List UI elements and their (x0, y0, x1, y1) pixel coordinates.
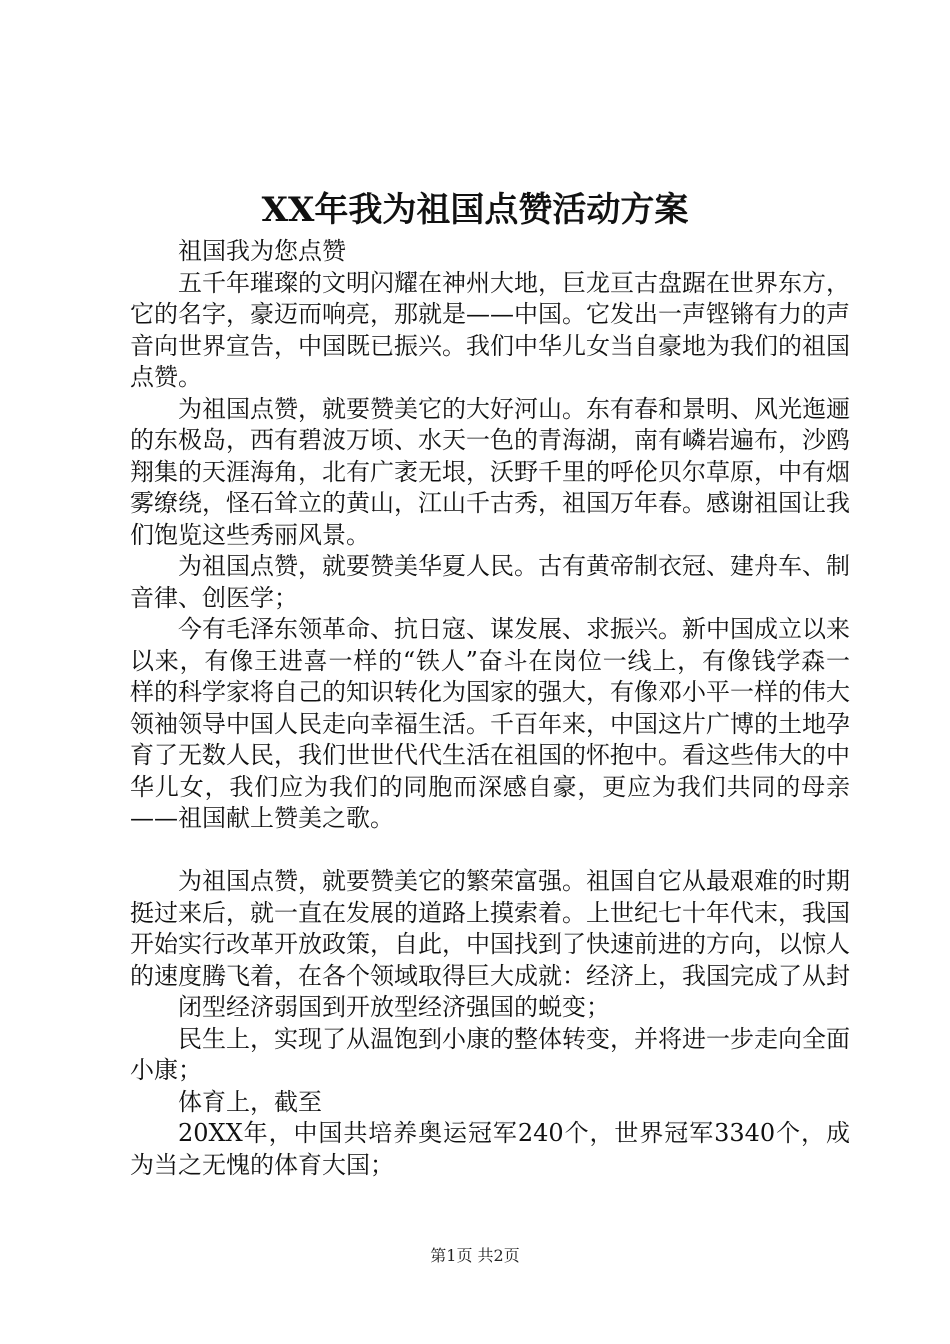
paragraph: 闭型经济弱国到开放型经济强国的蜕变； (178, 993, 610, 1021)
paragraph: 今有毛泽东领革命、抗日寇、谋发展、求振兴。新中国成立以来以来，有像王进喜一样的“铁人”奋斗在岗位一线上，有像钱学森一样的科学家将自己的知识转化为国家的强大，有像邓小平一样的伟大领袖领导中国人民走向幸福生活。千百年来，中国这片广博的土地孕育了无数人民，我们世世代代生活在祖国的怀抱中。看这些伟大的中华儿女，我们应为我们的同胞而深感自豪，更应为我们共同的母亲——祖国献上赞美之歌。 (130, 615, 850, 832)
paragraph: 五千年璀璨的文明闪耀在神州大地，巨龙亘古盘踞在世界东方，它的名字，豪迈而响亮，那就是——中国。它发出一声铿锵有力的声音向世界宣告，中国既已振兴。我们中华儿女当自豪地为我们的祖国点赞。 (130, 268, 850, 391)
paragraph: 为祖国点赞，就要赞美它的繁荣富强。祖国自它从最艰难的时期挺过来后，就一直在发展的道路上摸索着。上世纪七十年代末，我国开始实行改革开放政策，自此，中国找到了快速前进的方向，以惊人的速度腾飞着，在各个领域取得巨大成就：经济上，我国完成了从封 (130, 867, 850, 990)
document-title: XX年我为祖国点赞活动方案 (261, 190, 689, 230)
paragraph: 为祖国点赞，就要赞美它的大好河山。东有春和景明、风光迤逦的东极岛，西有碧波万顷、水天一色的青海湖，南有嶙岩遍布，沙鸥翔集的天涯海角，北有广袤无垠，沃野千里的呼伦贝尔草原，中有烟雾缭绕，怪石耸立的黄山，江山千古秀，祖国万年春。感谢祖国让我们饱览这些秀丽风景。 (130, 394, 850, 549)
paragraph: 20XX年，中国共培养奥运冠军240个，世界冠军3340个，成为当之无愧的体育大国； (130, 1119, 850, 1179)
paragraph-heading: 祖国我为您点赞 (178, 237, 346, 265)
document-body (130, 236, 850, 1181)
paragraph-spacer (130, 835, 850, 867)
paragraph: 体育上，截至 (178, 1087, 322, 1116)
page-footer: 第1页 共2页 (430, 1246, 520, 1265)
paragraph: 为祖国点赞，就要赞美华夏人民。古有黄帝制衣冠、建舟车、制音律、创医学； (130, 552, 850, 612)
paragraph: 民生上，实现了从温饱到小康的整体转变，并将进一步走向全面小康； (130, 1024, 850, 1084)
